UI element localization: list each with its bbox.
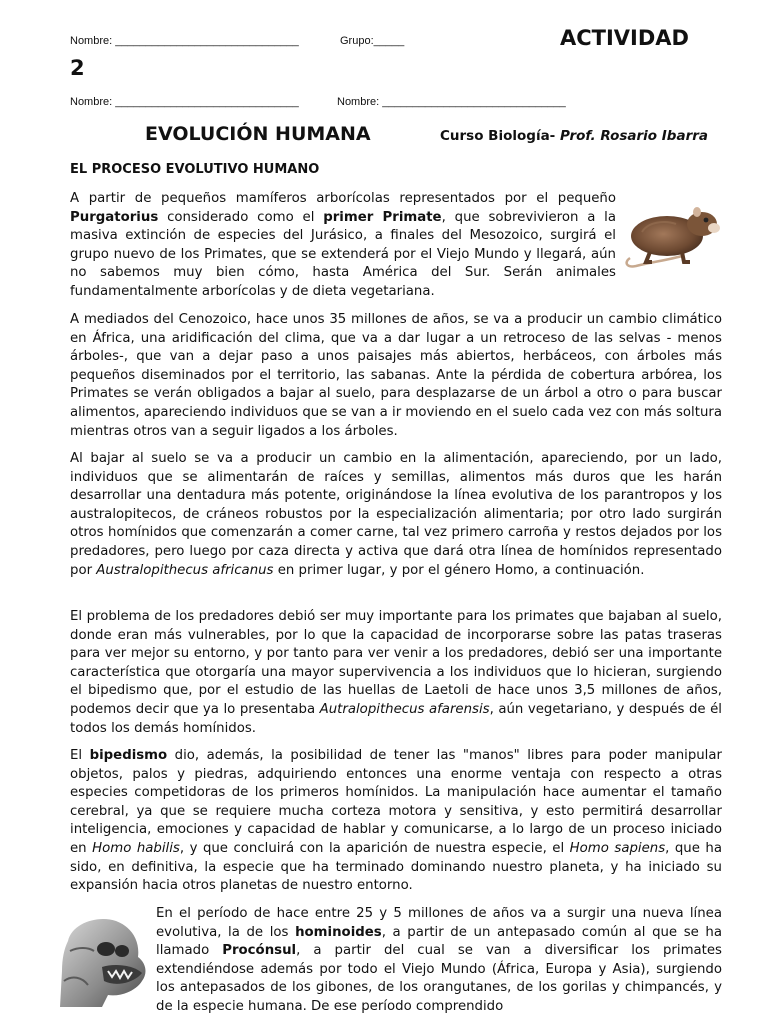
name-field-3[interactable]: Nombre: ______________________________ xyxy=(337,96,566,108)
paragraph-4: El problema de los predadores debió ser muy importante para los primates que bajaban al suelo, donde eran más vulnerables, por lo que la capacidad de incorporarse sobre las patas traseras para ver mejor su entorno, y por tanto para ver venir a los predadores, debió ser una importante característica que otorgaría una mayor supervivencia a los individuos que lo hicieran, surgiendo el bipedismo que, por el estudio de las huellas de Laetoli de hace unos 3,5 millones de años, podemos decir que ya lo presentaba Autralopithecus afarensis, aún vegetariano, y después de él todos los demás homínidos. xyxy=(70,609,722,736)
name-field-1[interactable]: Nombre: ______________________________ xyxy=(70,35,299,47)
species-homo-habilis: Homo habilis xyxy=(92,840,180,856)
primer-primate-term: primer Primate xyxy=(323,209,442,225)
proconsul-term: Procónsul xyxy=(222,943,297,959)
species-homo-sapiens: Homo sapiens xyxy=(569,840,666,856)
paragraph-3: Al bajar al suelo se va a producir un cambio en la alimentación, apareciendo, por un lado, individuos que se alimentarán de raíces y semillas, alimentos más duros que les harán desarrollar una dentadura más potente, originándose la línea evolutiva de los parantropos y los australopitecos, de cráneos robustos por la especialización alimentaria; por otro lado surgirán otros homínidos que comenzarán a comer carne, tal vez primero carroña y restos dejados por los predadores, pero luego por caza directa y activa que dará otra línea de homínidos representado por Australopithecus africanus en primer lugar, y por el género Homo, a continuación. xyxy=(70,451,722,578)
page-title: EVOLUCIÓN HUMANA xyxy=(145,123,371,145)
species-australopithecus-afarensis: Autralopithecus afarensis xyxy=(319,701,490,717)
name-field-2[interactable]: Nombre: ______________________________ xyxy=(70,96,299,108)
primate-skull-image xyxy=(58,911,150,1011)
species-australopithecus-africanus: Australopithecus africanus xyxy=(96,562,274,578)
course-line xyxy=(440,128,708,144)
purgatorius-image xyxy=(622,192,722,270)
paragraph-1: A partir de pequeños mamíferos arborícolas representados por el pequeño Purgatorius considerado como el primer Primate, que sobrevivieron a la masiva extinción de especies del Jurásico, a finales del Mesozoico, surgirá el grupo nuevo de los Primates, que se extenderá por el Viejo Mundo y llegará, aún no sabemos muy bien cómo, hasta América del Sur. Serán animales fundamentalmente arborícolas y de dieta vegetariana. xyxy=(70,190,722,302)
activity-number: 2 xyxy=(70,56,85,80)
professor-name: Prof. Rosario Ibarra xyxy=(560,128,708,144)
hominoides-term: hominoides xyxy=(295,924,382,940)
section-heading: EL PROCESO EVOLUTIVO HUMANO xyxy=(70,162,320,177)
group-field[interactable]: Grupo:_____ xyxy=(340,35,405,47)
purgatorius-term: Purgatorius xyxy=(70,209,159,225)
paragraph-6: En el período de hace entre 25 y 5 millones de años va a surgir una nueva línea evolutiva, la de los hominoides, a partir de un antepasado común al que se ha llamado Procónsul, a partir del cual se van a diversificar los primates extendiéndose además por todo el Viejo Mundo (África, Europa y Asia), surgiendo los antepasados de los gibones, de los orangutanes, de los gorilas y chimpancés, y de la especie humana. De ese período comprendido xyxy=(70,905,722,1017)
activity-title: ACTIVIDAD xyxy=(560,26,689,50)
course-label: Curso Biología- xyxy=(440,128,556,144)
bipedismo-term: bipedismo xyxy=(89,748,168,763)
paragraph-2: A mediados del Cenozoico, hace unos 35 millones de años, se va a producir un cambio climático en África, una aridificación del clima, que va a dar lugar a un retroceso de las selvas - menos árboles-, que van a dejar paso a unos paisajes más abiertos, herbáceos, con árboles más pequeños diseminados por el territorio, las sabanas. Ante la pérdida de cobertura arbórea, los Primates se verán obligados a bajar al suelo, para desplazarse de un árbol a otro o para buscar alimentos, apareciendo individuos que se van a ir moviendo en el suelo cada vez con más soltura mientras otros van a seguir ligados a los árboles. xyxy=(70,312,722,439)
paragraph-5: El bipedismo dio, además, la posibilidad de tener las "manos" libres para poder manipular objetos, palos y piedras, adquiriendo entonces una enorme ventaja con respecto a otras especies competidoras de los primeros homínidos. La manipulación hace aumentar el tamaño cerebral, ya que se requiere mucha corteza motora y sensitiva, y esto permitirá desarrollar inteligencia, emociones y capacidad de hablar y comunicarse, a lo largo de un proceso iniciado en Homo habilis, y que concluirá con la aparición de nuestra especie, el Homo sapiens, que ha sido, en definitiva, la especie que ha terminado dominando nuestro planeta, y ha iniciado su expansión hacia otros planetas de nuestro entorno. xyxy=(70,748,722,894)
